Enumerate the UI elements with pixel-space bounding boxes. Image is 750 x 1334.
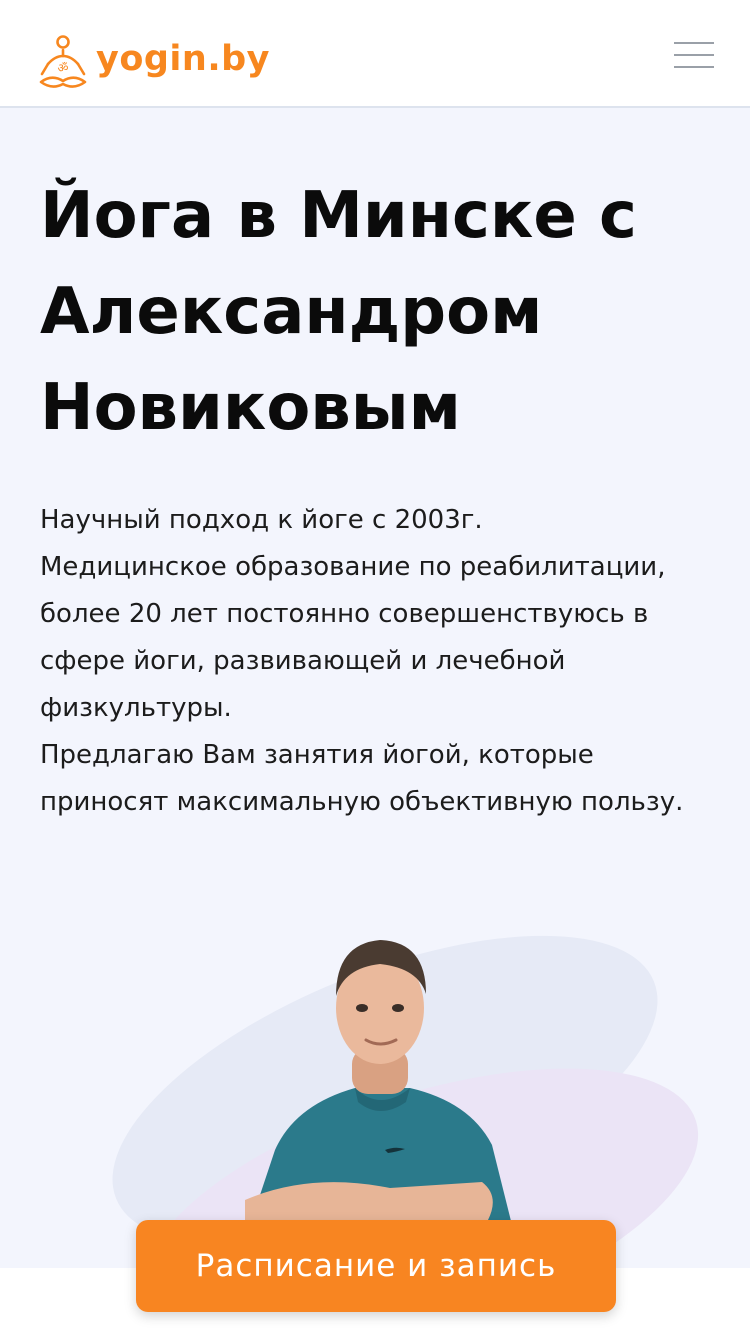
schedule-booking-button[interactable]: Расписание и запись <box>136 1220 616 1312</box>
site-header <box>0 0 750 108</box>
logo-text: yogin.by <box>96 38 270 79</box>
instructor-photo <box>220 930 540 1230</box>
hamburger-line <box>674 42 714 44</box>
hamburger-line <box>674 54 714 56</box>
hamburger-menu-button[interactable] <box>674 40 714 70</box>
hero-description: Научный подход к йоге с 2003г. Медицинское образование по реабилитации, более 20 лет постоянно совершенствуюсь в сфере йоги, развивающей и лечебной физкультуры. Предлагаю Вам занятия йогой, которые приносят максимальную объективную пользу. <box>40 505 684 817</box>
meditation-om-icon <box>38 34 88 92</box>
hero-title: Йога в Минске с Александром Новиковым <box>40 179 637 445</box>
svg-text:ॐ: ॐ <box>57 61 69 75</box>
hamburger-line <box>674 66 714 68</box>
site-logo[interactable] <box>38 34 270 92</box>
